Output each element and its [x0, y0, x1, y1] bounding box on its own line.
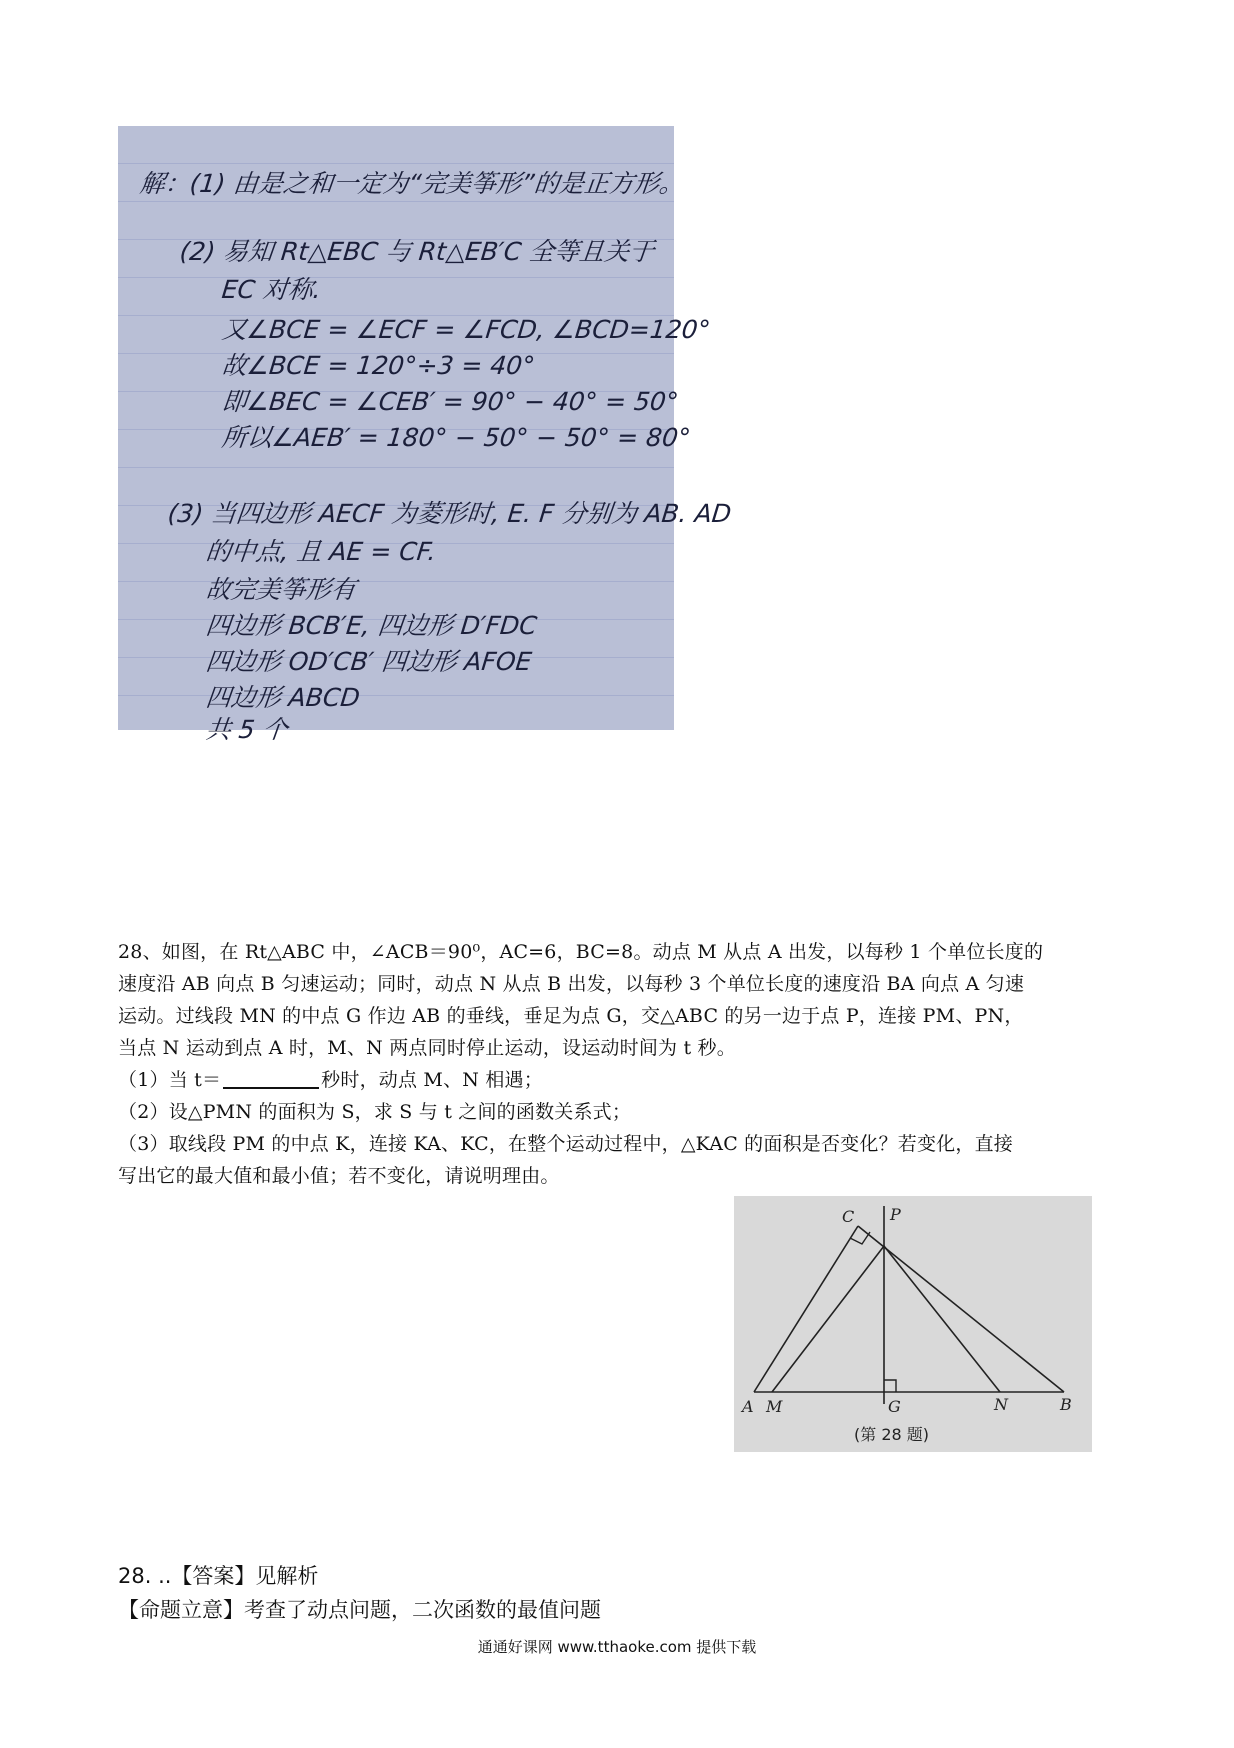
- hw-line: 故∠BCE = 120°÷3 = 40°: [220, 351, 537, 380]
- answer-blank[interactable]: [223, 1069, 319, 1089]
- segment-ac: [754, 1226, 858, 1392]
- hw-line: (2) 易知 Rt△EBC 与 Rt△EB′C 全等且关于: [178, 237, 656, 266]
- question-2: （2）设△PMN 的面积为 S，求 S 与 t 之间的函数关系式；: [118, 1101, 632, 1123]
- hw-line: 共 5 个: [204, 715, 290, 744]
- label-c: C: [842, 1207, 855, 1226]
- problem-text-line: 速度沿 AB 向点 B 匀速运动；同时，动点 N 从点 B 出发，以每秒 3 个单位长度的速度沿 BA 向点 A 匀速: [118, 973, 1025, 995]
- page-footer: 通通好课网 www.tthaoke.com 提供下载: [477, 1638, 757, 1656]
- hw-line: 解：(1) 由是之和一定为“完美筝形”的是正方形。: [138, 169, 686, 198]
- question-1-after: 秒时，动点 M、N 相遇；: [321, 1069, 543, 1091]
- problem-text-line: 运动。过线段 MN 的中点 G 作边 AB 的垂线，垂足为点 G，交△ABC 的另一边于点 P，连接 PM、PN，: [118, 1005, 1024, 1027]
- label-p: P: [890, 1205, 901, 1224]
- label-b: B: [1060, 1395, 1072, 1414]
- hw-line: 的中点, 且 AE = CF.: [204, 537, 438, 566]
- question-1-before: （1）当 t＝: [118, 1069, 222, 1091]
- question-3-line2: 写出它的最大值和最小值；若不变化，请说明理由。: [118, 1165, 560, 1187]
- label-n: N: [994, 1395, 1008, 1414]
- hw-line: (3) 当四边形 AECF 为菱形时, E. F 分别为 AB. AD: [166, 499, 733, 528]
- answer-line: 28. ..【答案】见解析: [118, 1564, 319, 1588]
- question-3-line1: （3）取线段 PM 的中点 K，连接 KA、KC，在整个运动过程中，△KAC 的面积是否变化？若变化，直接: [118, 1133, 1013, 1155]
- answer-intent-line: 【命题立意】考查了动点问题，二次函数的最值问题: [118, 1598, 601, 1622]
- hw-line: 故完美筝形有: [204, 575, 358, 604]
- hw-line: 四边形 ABCD: [204, 683, 362, 712]
- label-m: M: [766, 1397, 783, 1416]
- problem-text-line: 28、如图，在 Rt△ABC 中，∠ACB＝90⁰，AC=6，BC=8。动点 M 从点 A 出发，以每秒 1 个单位长度的: [118, 941, 1044, 963]
- segment-pm: [772, 1246, 884, 1392]
- question-1: [118, 1064, 543, 1096]
- segment-pn: [884, 1246, 1000, 1392]
- hw-line: 四边形 BCB′E, 四边形 D′FDC: [204, 611, 539, 640]
- label-g: G: [888, 1397, 901, 1416]
- hw-line: 四边形 OD′CB′ 四边形 AFOE: [204, 647, 534, 676]
- triangle-diagram: [734, 1196, 1092, 1452]
- hw-line: 又∠BCE = ∠ECF = ∠FCD, ∠BCD=120°: [220, 315, 712, 344]
- label-a: A: [742, 1397, 754, 1416]
- handwritten-solution-photo: [118, 126, 733, 744]
- hw-line: 所以∠AEB′ = 180° − 50° − 50° = 80°: [220, 423, 693, 452]
- geometry-figure: [734, 1196, 1092, 1452]
- right-angle-g: [884, 1380, 896, 1392]
- hw-line: EC 对称.: [220, 275, 323, 304]
- hw-line: 即∠BEC = ∠CEB′ = 90° − 40° = 50°: [220, 387, 680, 416]
- problem-text-line: 当点 N 运动到点 A 时，M、N 两点同时停止运动，设运动时间为 t 秒。: [118, 1037, 736, 1059]
- figure-caption: (第 28 题): [854, 1425, 930, 1444]
